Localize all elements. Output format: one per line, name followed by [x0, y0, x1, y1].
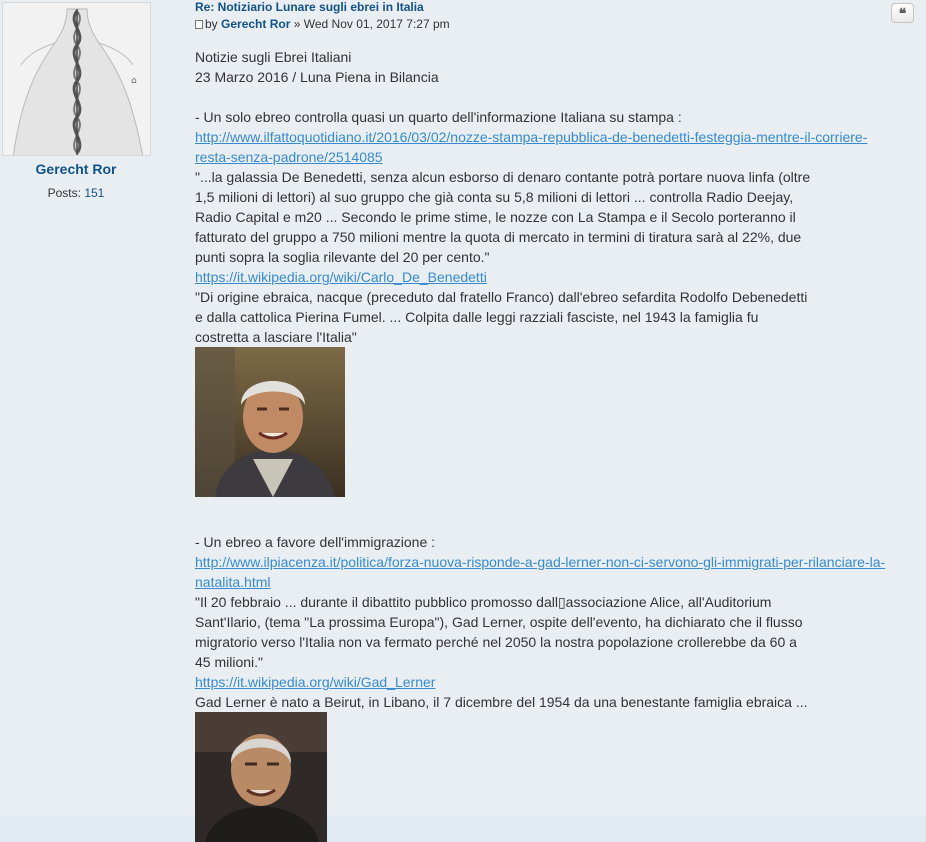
section1-wiki-quote: e dalla cattolica Pierina Fumel. ... Colpita dalle leggi razziali fasciste, nel 1943 la famiglia fu: [195, 309, 759, 325]
svg-text:⌂: ⌂: [131, 76, 137, 86]
avatar-image: [3, 3, 151, 156]
section1-quote-line: Radio Capital e m20 ... Secondo le prime stime, le nozze con La Stampa e il Secolo porteranno il: [195, 209, 796, 225]
profile-posts: [0, 186, 152, 200]
section1-quote-line: punti sopra la soglia rilevante del 20 per cento.": [195, 249, 490, 265]
section1-intro: - Un solo ebreo controlla quasi un quarto dell'informazione Italiana su stampa :: [195, 109, 682, 125]
content-date: 23 Marzo 2016 / Luna Piena in Bilancia: [195, 69, 439, 85]
section2-wiki-quote: Gad Lerner è nato a Beirut, in Libano, il 7 dicembre del 1954 da una benestante famiglia ebraica ...: [195, 694, 808, 710]
section1-wiki-quote: costretta a lasciare l'Italia": [195, 329, 357, 345]
quote-button[interactable]: [891, 3, 914, 23]
section2-intro: - Un ebreo a favore dell'immigrazione :: [195, 534, 436, 550]
date-separator: »: [293, 17, 301, 31]
section2-article-link[interactable]: http://www.ilpiacenza.it/politica/forza-nuova-risponde-a-gad-lerner-non-ci-servono-gli-immigrati-per-rilanciare-la-: [195, 554, 886, 570]
section1-quote-line: "...la galassia De Benedetti, senza alcun esborso di denaro contante potrà portare nuova linfa (oltre: [195, 169, 811, 185]
post-profile: [0, 0, 160, 815]
section1-quote-line: fatturato del gruppo a 750 milioni mentre la quota di mercato in termini di tiratura sarà al 22%, due: [195, 229, 802, 245]
by-label: by: [205, 17, 218, 31]
post-author[interactable]: Gerecht Ror: [221, 17, 291, 31]
section1-wiki-link[interactable]: https://it.wikipedia.org/wiki/Carlo_De_Benedetti: [195, 269, 487, 285]
posts-count[interactable]: 151: [84, 186, 105, 200]
post-content: [195, 47, 910, 842]
section1-article-link-cont[interactable]: resta-senza-padrone/2514085: [195, 149, 383, 165]
post-author-line: [195, 17, 450, 31]
section2-quote-line: "Il 20 febbraio ... durante il dibattito pubblico promosso dall▯associazione Alice, all'Auditorium: [195, 594, 772, 610]
post-title[interactable]: Re: Notiziario Lunare sugli ebrei in Italia: [195, 0, 424, 14]
section1-quote-line: 1,5 milioni di lettori) al suo gruppo che già conta su 5,8 milioni di lettori ... controlla Radio Deejay,: [195, 189, 794, 205]
profile-username[interactable]: Gerecht Ror: [35, 161, 117, 177]
content-heading: Notizie sugli Ebrei Italiani: [195, 49, 352, 65]
post-date: Wed Nov 01, 2017 7:27 pm: [303, 17, 450, 31]
section2-wiki-link[interactable]: https://it.wikipedia.org/wiki/Gad_Lerner: [195, 674, 436, 690]
portrait-photo-2: [195, 712, 327, 842]
section1-wiki-quote: "Di origine ebraica, nacque (preceduto dal fratello Franco) dall'ebreo sefardita Rodolfo Debenedetti: [195, 289, 808, 305]
section2-quote-line: 45 milioni.": [195, 654, 263, 670]
section1-article-link[interactable]: http://www.ilfattoquotidiano.it/2016/03/02/nozze-stampa-repubblica-de-benedetti-festeggia-mentre-il-corriere-: [195, 129, 868, 145]
section2-article-link-cont[interactable]: natalita.html: [195, 574, 271, 590]
portrait-photo-1: [195, 347, 345, 497]
posts-label: Posts:: [47, 186, 81, 200]
quote-icon: ❝: [898, 6, 907, 22]
avatar[interactable]: [2, 2, 151, 156]
section2-quote-line: migratorio verso l'Italia non va fermato perché nel 2050 la nostra popolazione crollerebbe da 60 a: [195, 634, 797, 650]
section2-quote-line: Sant'Ilario, (tema "La prossima Europa"), Gad Lerner, ospite dell'evento, ha dichiarato che il flusso: [195, 614, 803, 630]
post-icon[interactable]: [195, 20, 203, 29]
